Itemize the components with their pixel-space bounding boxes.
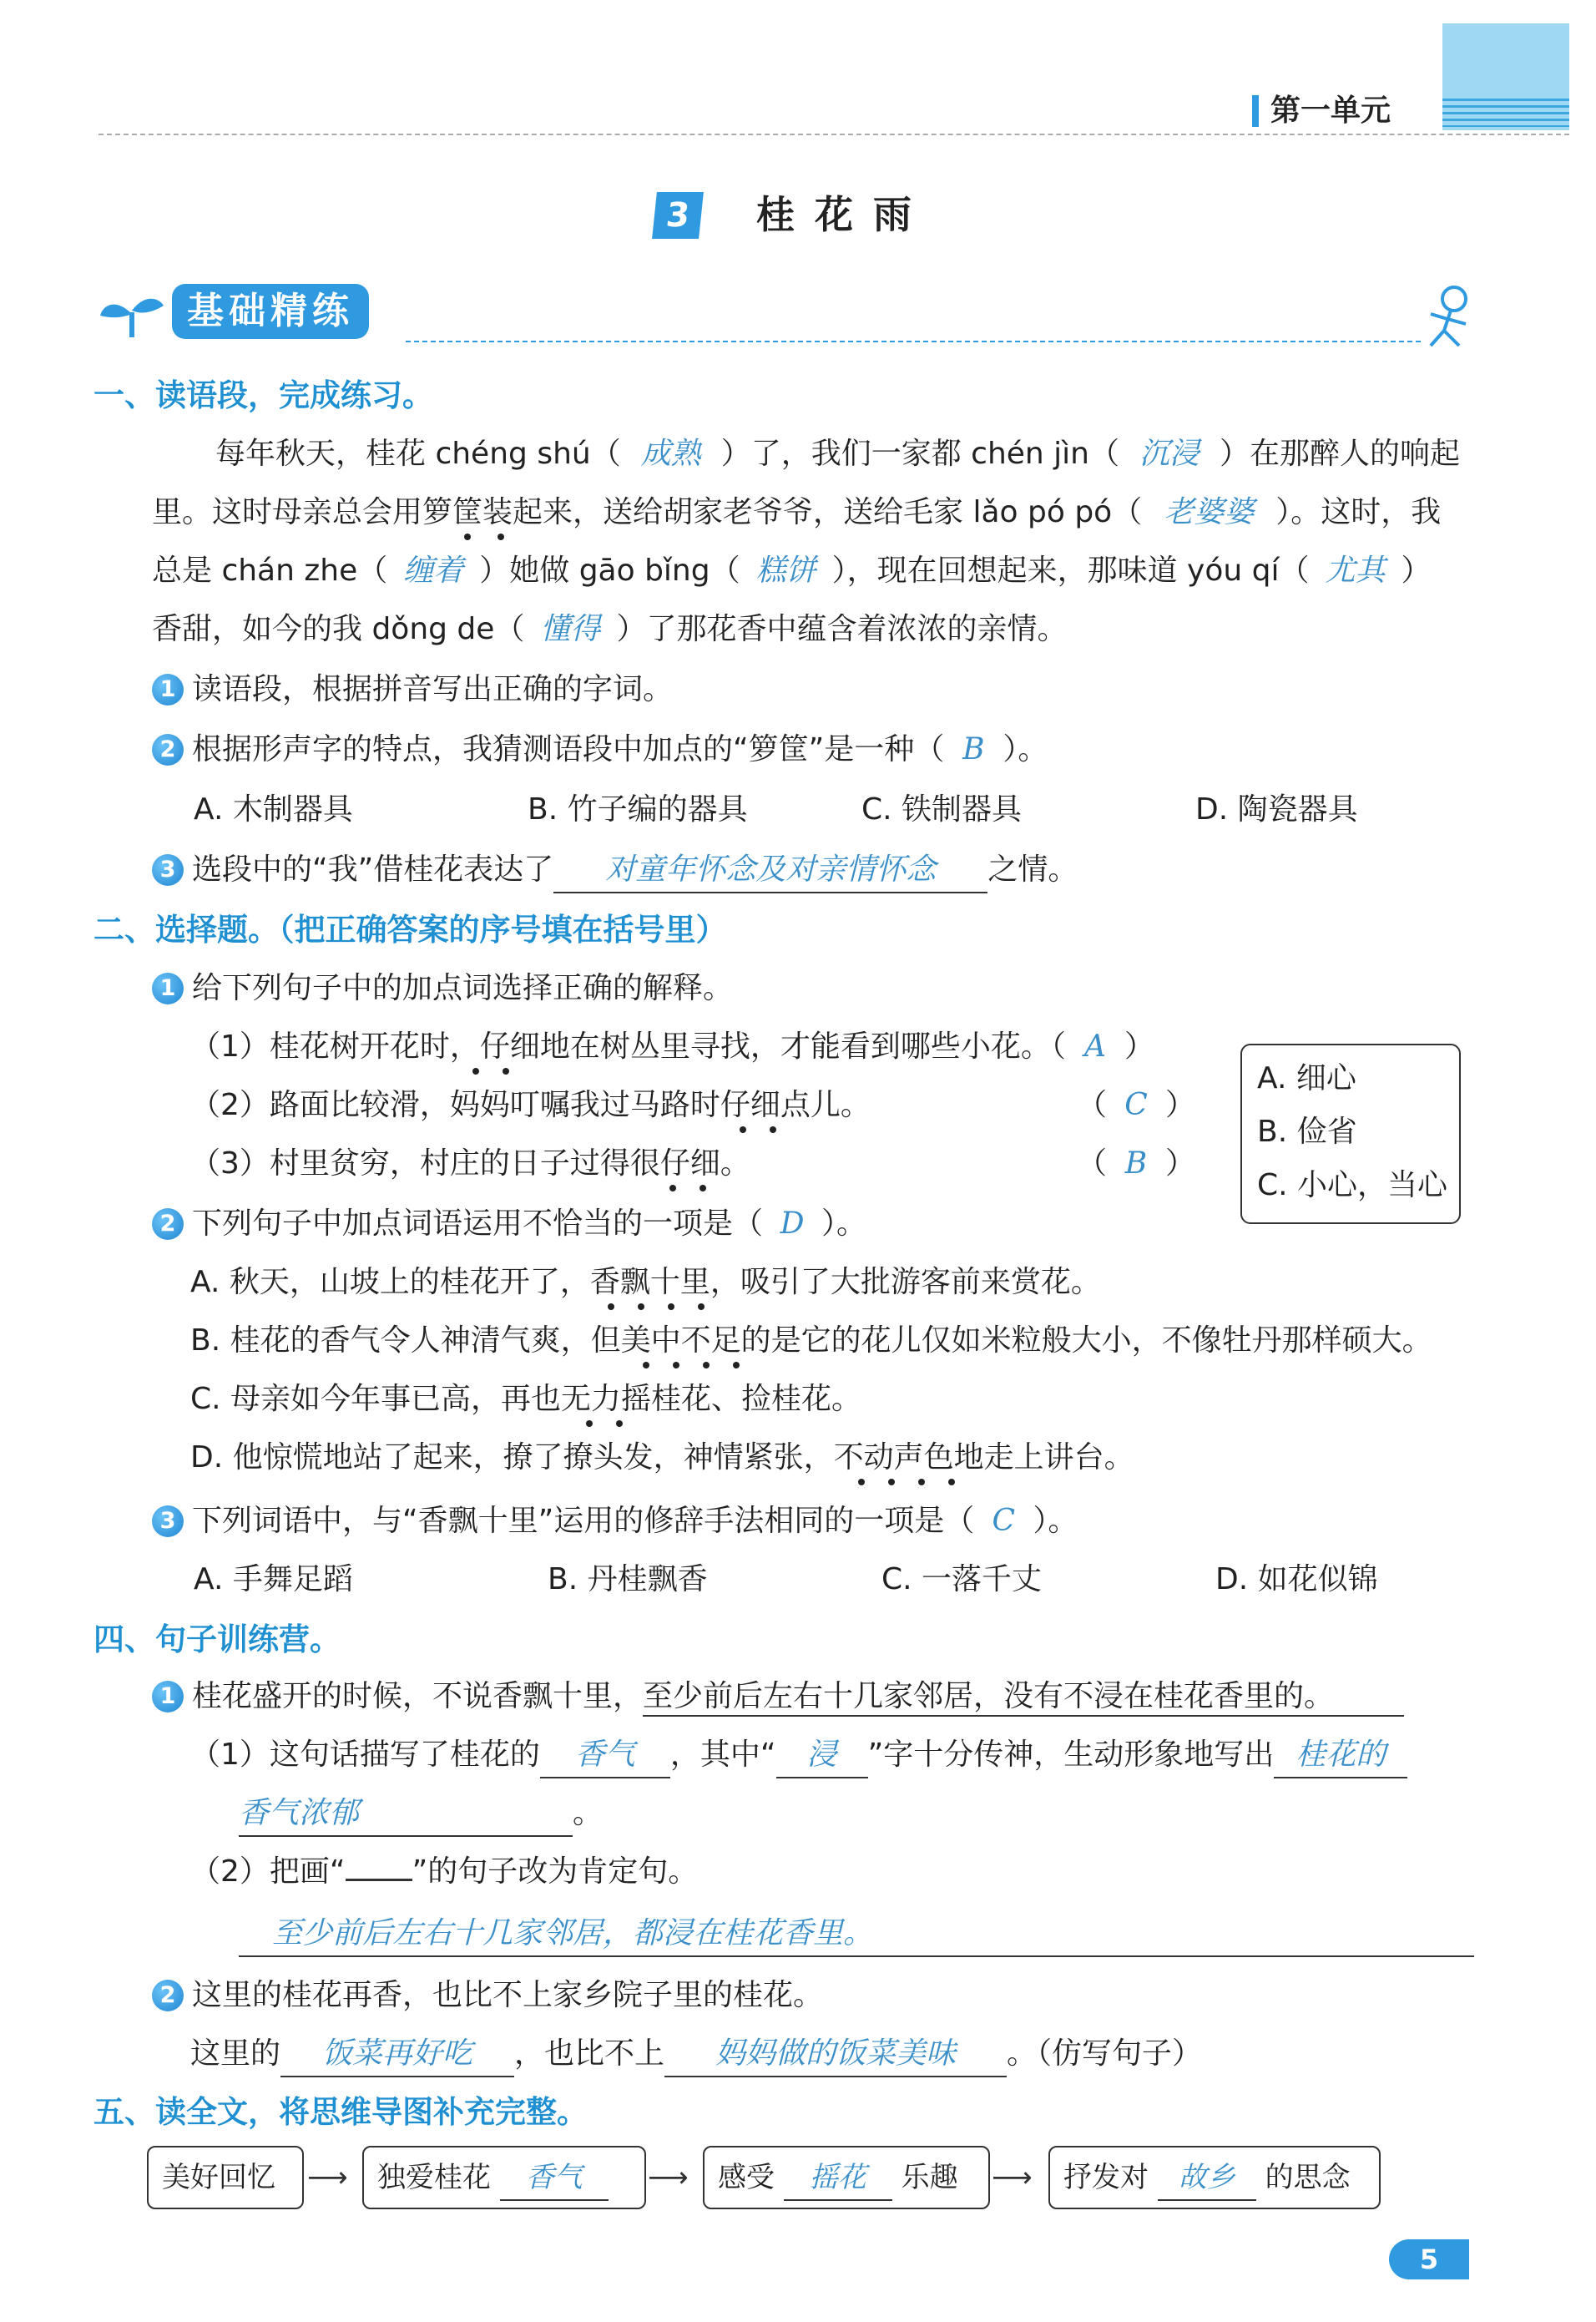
number-badge-2: 2 [152,1208,184,1240]
emphasis-dots-s1 [461,1064,528,1074]
flow-box-2: 独爱桂花 香气 [362,2146,646,2209]
emphasis-dots-od [846,1475,972,1485]
flow-arrow-2: ⟶ [648,2161,689,2194]
s2-question-3: 3 下列词语中，与“香飘十里”运用的修辞手法相同的一项是（ C ）。 [152,1500,1078,1543]
banner-rule [406,341,1421,342]
answer-chan-zhe: 缠着 [403,554,464,588]
page-number: 5 [1389,2239,1469,2279]
passage-line-3: 总是 chán zhe（ 缠着 ）她做 gāo bǐng（ 糕饼 ），现在回想起来，那味道 yóu qí（ 尤其 ） [152,549,1432,593]
s2-q2-option-b: B. 桂花的香气令人神清气爽，但美中不足的是它的花儿仅如米粒般大小，不像牡丹那样硕大。 [190,1323,1432,1358]
emphasis-dots-s3 [658,1181,725,1191]
flow-arrow-1: ⟶ [307,2161,348,2194]
answer-s1q2: B [962,732,985,766]
answer-flow-3: 摇花 [784,2156,892,2201]
s4-question-2: 2 这里的桂花再香，也比不上家乡院子里的桂花。 [152,1974,823,2017]
answer-s4-1: 香气 [540,1733,670,1778]
definition-box [1240,1044,1461,1224]
s2-q1-sentence-2: （2）路面比较滑，妈妈叮嘱我过马路时仔细点儿。 [190,1088,871,1122]
passage-line-4: 香甜，如今的我 dǒng de（ 懂得 ）了那花香中蕴含着浓浓的亲情。 [152,608,1067,651]
answer-lao-po-po: 老婆婆 [1164,495,1255,529]
header-rule [98,134,1569,135]
answer-flow-2: 香气 [500,2156,609,2201]
s4-q2-imitation: 这里的 饭菜再好吃 ，也比不上 妈妈做的饭菜美味 。（仿写句子） [190,2032,1202,2077]
lesson-number-badge: 3 [652,192,704,239]
number-badge-1: 1 [152,973,184,1004]
section-5-title: 五、读全文，将思维导图补充完整。 [93,2094,588,2130]
s1-q2-option-a: A. 木制器具 [194,792,353,827]
header-stripes [1442,99,1569,127]
answer-s4-q2-1: 饭菜再好吃 [280,2032,514,2077]
s2-q2-option-d: D. 他惊慌地站了起来，撩了撩头发，神情紧张，不动声色地走上讲台。 [190,1440,1134,1475]
s2-question-2: 2 下列句子中加点词语运用不恰当的一项是（ D ）。 [152,1202,866,1246]
answer-s1q3: 对童年怀念及对亲情怀念 [553,848,987,893]
number-badge-3: 3 [152,854,184,886]
answer-chen-jin: 沉浸 [1139,437,1200,471]
s1-q2-option-c: C. 铁制器具 [861,792,1023,827]
section-2-title: 二、选择题。（把正确答案的序号填在括号里） [93,912,727,948]
passage-line-1: 每年秋天，桂花 chéng shú（ 成熟 ）了，我们一家都 chén jìn（ 沉浸 ）在那醉人的响起 [215,433,1460,476]
s2-q2-option-a: A. 秋天，山坡上的桂花开了，香飘十里，吸引了大批游客前来赏花。 [190,1265,1101,1299]
s4-question-1: 1 桂花盛开的时候，不说香飘十里，至少前后左右十几家邻居，没有不浸在桂花香里的。 [152,1675,1334,1718]
sprout-icon [98,289,165,339]
s2-q3-option-b: B. 丹桂飘香 [548,1562,708,1596]
emphasis-dots-oa [596,1299,721,1309]
flow-box-3: 感受 摇花 乐趣 [703,2146,990,2209]
answer-s4-affirmative: 至少前后左右十几家邻居，都浸在桂花香里。 [239,1912,1474,1957]
flow-arrow-3: ⟶ [992,2161,1033,2194]
definition-c: C. 小心，当心 [1257,1168,1448,1202]
answer-s4-3b: 香气浓郁 [239,1792,573,1837]
s1-question-1: 1 读语段，根据拼音写出正确的字词。 [152,668,673,711]
s2-q1-sentence-3: （3）村里贫穷，村庄的日子过得很仔细。 [190,1146,750,1181]
answer-s2q3: C [992,1504,1016,1538]
s1-q2-option-d: D. 陶瓷器具 [1195,792,1358,827]
s2-question-1: 1 给下列句子中的加点词选择正确的解释。 [152,967,733,1010]
unit-label: 第一单元 [1270,94,1391,128]
emphasis-dots-s2 [728,1122,795,1132]
answer-s4-q2-2: 妈妈做的饭菜美味 [664,2032,1007,2077]
s2-q1-answer-3: （ B ） [1077,1142,1195,1186]
runner-icon [1419,284,1477,351]
emphasis-dots-ob [631,1358,756,1368]
section-1-title: 一、读语段，完成练习。 [93,377,433,413]
number-badge-2: 2 [152,1980,184,2011]
s2-q3-option-c: C. 一落千丈 [881,1562,1043,1596]
emphasis-dots-luokuang [454,529,529,539]
answer-gao-bing: 糕饼 [755,554,816,588]
s1-question-3: 3 选段中的“我”借桂花表达了 对童年怀念及对亲情怀念 之情。 [152,848,1078,893]
banner-label: 基础精练 [172,284,369,339]
answer-s2q1-2: C [1124,1088,1148,1122]
section-4-title: 四、句子训练营。 [93,1621,341,1657]
s2-q1-answer-2: （ C ） [1077,1084,1195,1127]
answer-s2q1-3: B [1124,1146,1148,1181]
underline-sentence [643,1715,1404,1717]
emphasis-dots-oc [574,1416,641,1426]
s4-q1-part-2-answer [239,1912,1474,1957]
s4-q1-part-2: （2）把画“ ”的句子改为肯定句。 [190,1854,699,1889]
s1-question-2: 2 根据形声字的特点，我猜测语段中加点的“箩筐”是一种（ B ）。 [152,728,1048,771]
flow-box-1: 美好回忆 [147,2146,304,2209]
definition-b: B. 俭省 [1257,1115,1357,1149]
answer-flow-4: 故乡 [1158,2156,1256,2201]
answer-s4-2: 浸 [776,1733,868,1778]
number-badge-1: 1 [152,1681,184,1712]
number-badge-2: 2 [152,734,184,766]
answer-cheng-shu: 成熟 [640,437,701,471]
s2-q3-option-d: D. 如花似锦 [1215,1562,1378,1596]
s4-q1-part-1-cont: 香气浓郁 。 [239,1792,603,1837]
number-badge-1: 1 [152,674,184,706]
number-badge-3: 3 [152,1505,184,1537]
answer-you-qi: 尤其 [1325,554,1386,588]
s2-q3-option-a: A. 手舞足蹈 [194,1562,353,1596]
lesson-title: 桂 花 雨 [756,192,916,237]
s1-q2-option-b: B. 竹子编的器具 [528,792,748,827]
answer-dong-de: 懂得 [540,612,601,646]
s2-q2-option-c: C. 母亲如今年事已高，再也无力摇桂花、捡桂花。 [190,1382,862,1416]
s2-q1-sentence-1: （1）桂花树开花时，仔细地在树丛里寻找，才能看到哪些小花。（ A ） [190,1025,1154,1069]
definition-a: A. 细心 [1257,1061,1356,1095]
s4-q1-part-1: （1）这句话描写了桂花的 香气 ，其中“ 浸 ”字十分传神，生动形象地写出 桂花的 [190,1733,1407,1778]
answer-s2q1-1: A [1083,1029,1106,1064]
flow-box-4: 抒发对 故乡 的思念 [1048,2146,1381,2209]
answer-s4-3: 桂花的 [1274,1733,1407,1778]
passage-line-2: 里。这时母亲总会用箩筐装起来，送给胡家老爷爷，送给毛家 lǎo pó pó（ 老婆婆 ）。这时，我 [152,491,1441,534]
answer-s2q2: D [780,1207,805,1241]
unit-marker [1252,95,1259,127]
